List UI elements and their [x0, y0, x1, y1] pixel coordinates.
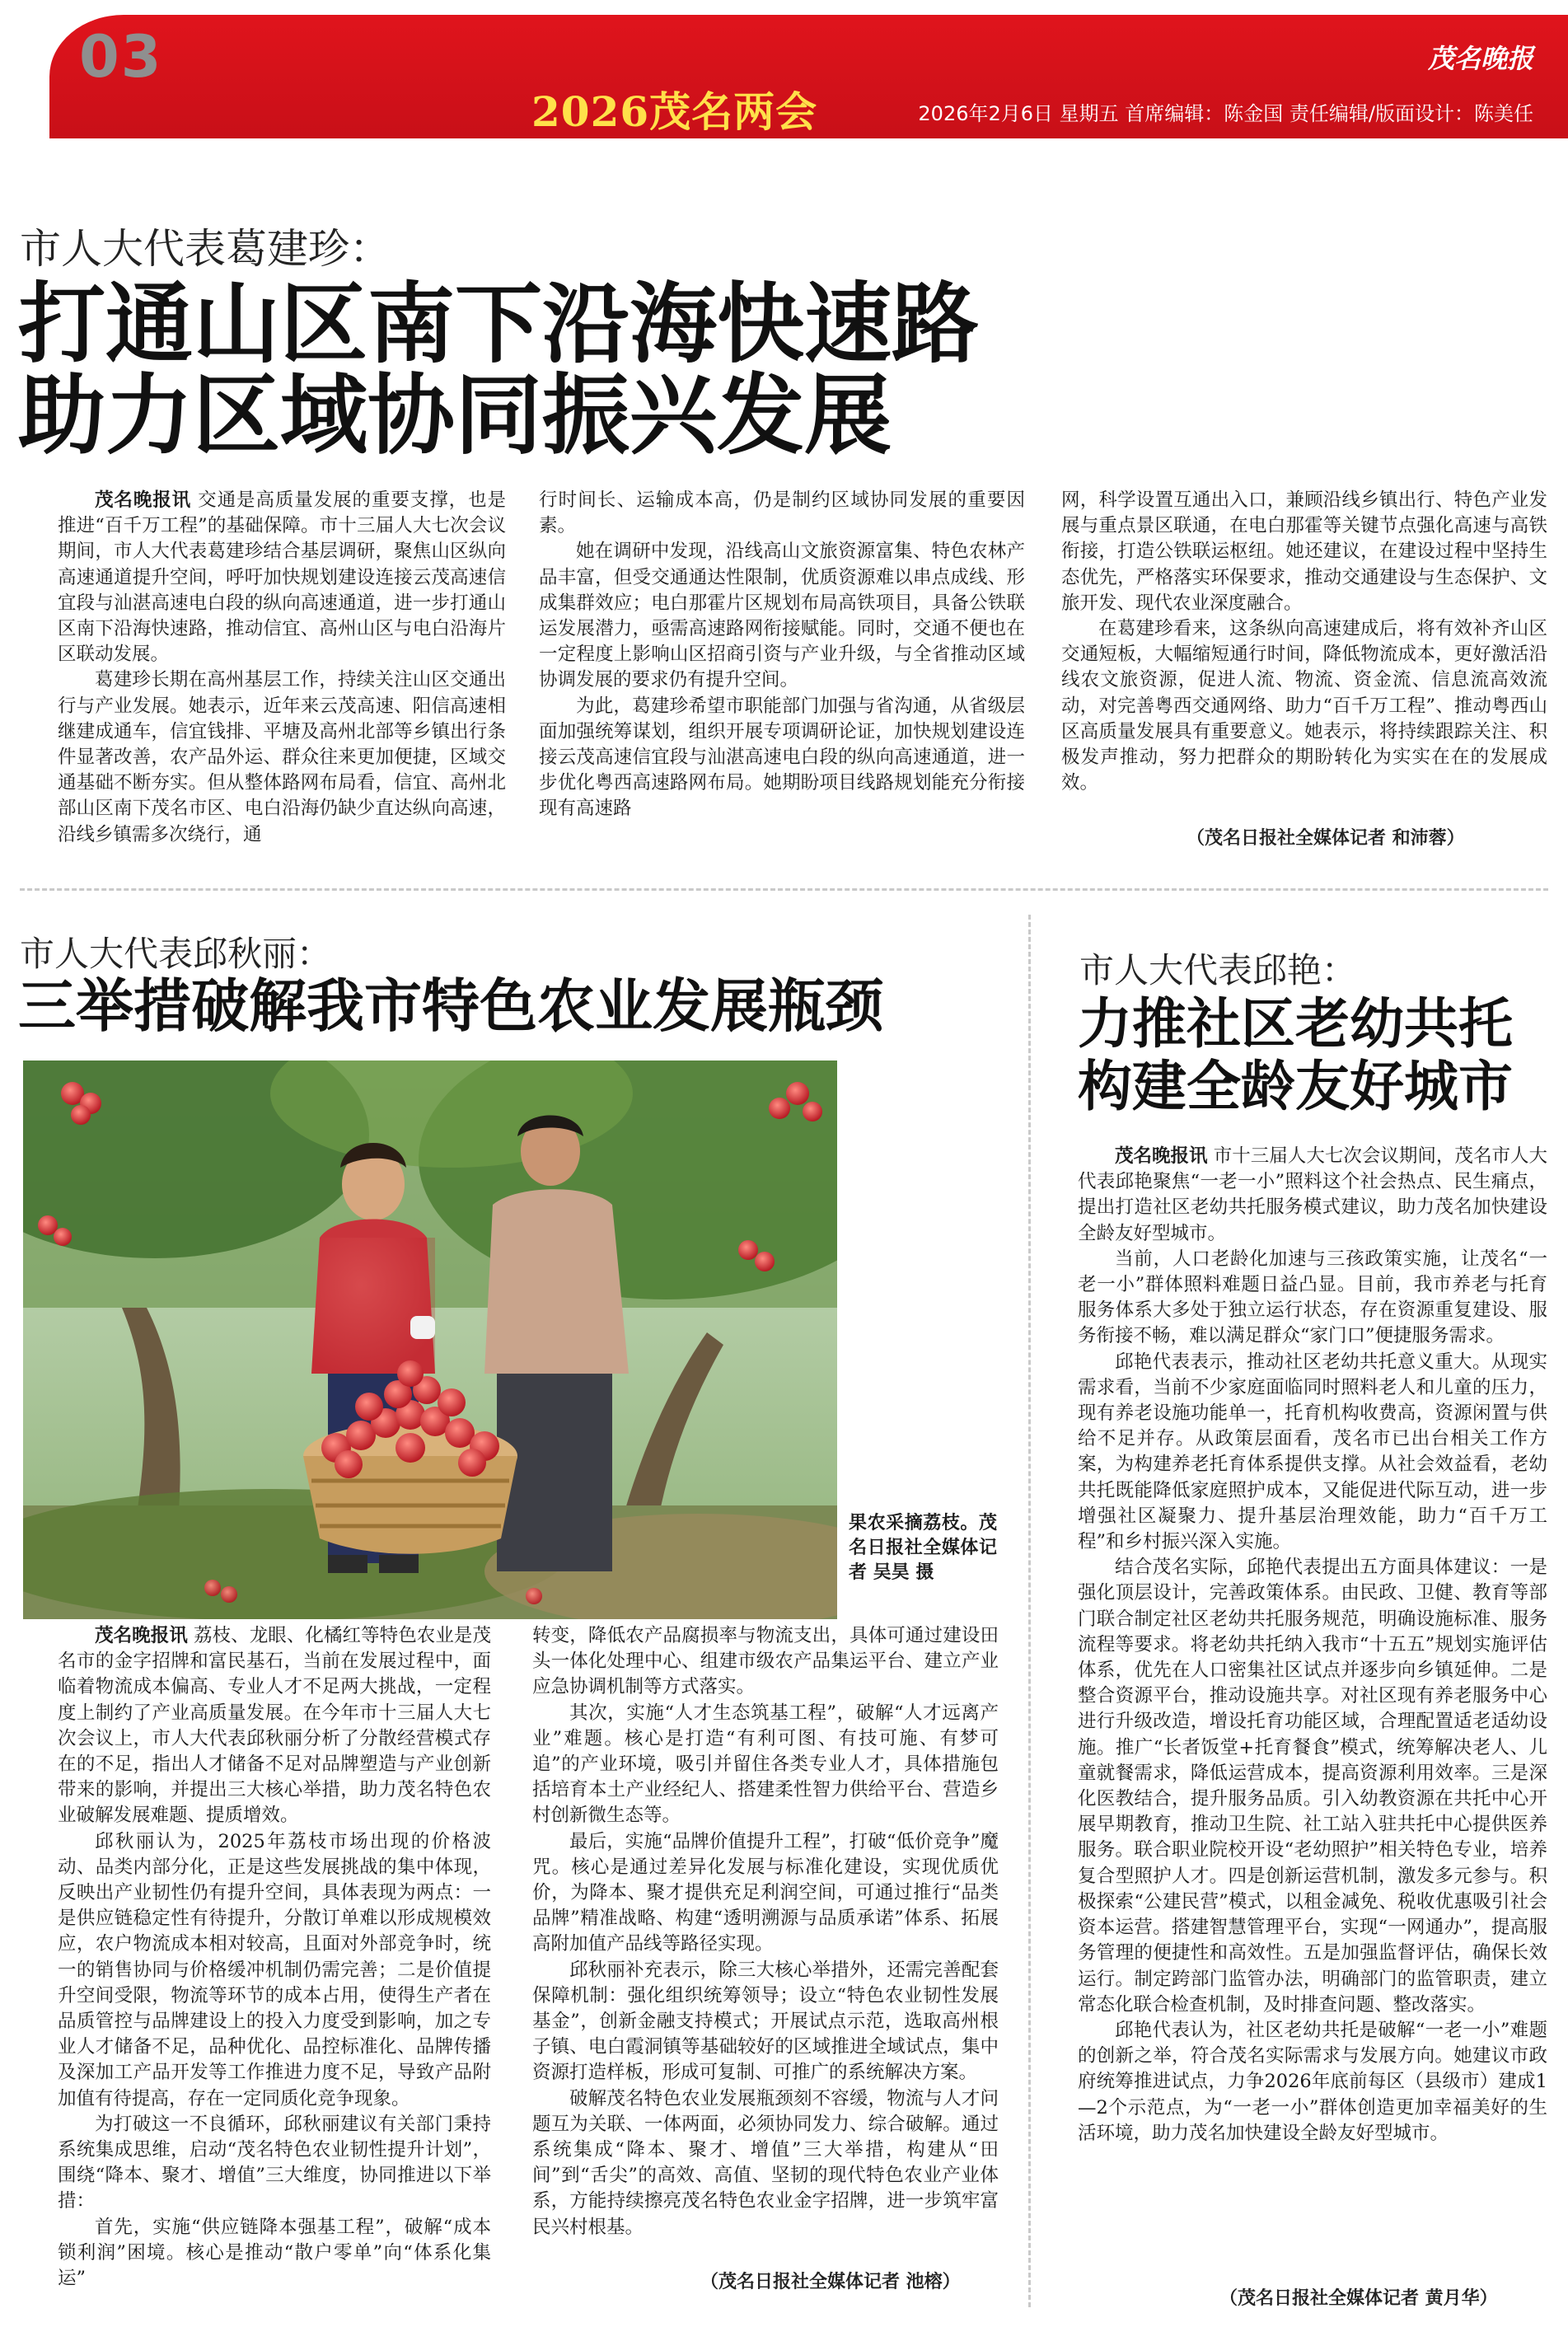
article3-kicker: 市人大代表邱艳： [1079, 950, 1357, 990]
article2-paragraph: 邱秋丽补充表示，除三大核心举措外，还需完善配套保障机制：强化组织统筹领导；设立“特色农业韧性发展基金”，创新金融支持模式；开展试点示范，选取高州根子镇、电白霞洞镇等基础较好的区域推进全域试点，集中资源打造样板，形成可复制、可推广的系统解决方案。 [532, 1959, 999, 2084]
article1-headline-line2: 助力区域协同振兴发展 [18, 365, 892, 467]
article2-paragraph: 最后，实施“品牌价值提升工程”，打破“低价竞争”魔咒。核心是通过差异化发展与标准化建设，实现优质优价，为降本、聚才提供充足利润空间，可通过推行“品类品牌”精准战略、构建“透明溯源与品质承诺”体系、拓展高附加值产品线等路径实现。 [532, 1830, 999, 1955]
newspaper-logo: 茂名晚报 [1427, 43, 1533, 74]
article1-paragraph: 在葛建珍看来，这条纵向高速建成后，将有效补齐山区交通短板，大幅缩短通行时间，降低物流成本，更好激活沿线农文旅资源，促进人流、物流、资金流、信息流高效流动，对完善粤西交通网络、助力“百千万工程”、推动粤西山区高质量发展具有重要意义。她表示，将持续跟踪关注、积极发声推动，努力把群众的期盼转化为实实在在的发展成效。 [1061, 618, 1547, 794]
article3-paragraph: 当前，人口老龄化加速与三孩政策实施，让茂名“一老一小”群体照料难题日益凸显。目前，我市养老与托育服务体系大多处于独立运行状态，存在资源重复建设、服务衔接不畅，难以满足群众“家门口”便捷服务需求。 [1078, 1248, 1547, 1347]
photo-caption: 果农采摘荔枝。茂名日报社全媒体记者 吴昊 摄 [849, 1513, 997, 1583]
dateline: 2026年2月6日 星期五 首席编辑：陈金国 责任编辑/版面设计：陈美任 [918, 102, 1533, 125]
article3-headline-line2: 构建全龄友好城市 [1078, 1054, 1513, 1118]
article1-byline: （茂名日报社全媒体记者 和沛蓉） [1187, 828, 1465, 849]
article1-column-3 [1061, 488, 1547, 850]
article3-paragraph: 邱艳代表表示，推动社区老幼共托意义重大。从现实需求看，当前不少家庭面临同时照料老人和儿童的压力，现有养老设施功能单一，托育机构收费高，资源闲置与供给不足并存。从政策层面看，茂名市已出台相关工作方案，为构建养老托育体系提供支撑。从社会效益看，老幼共托既能降低家庭照护成本，又能促进代际互动，进一步增强社区凝聚力、提升基层治理效能，助力“百千万工程”和乡村振兴深入实施。 [1078, 1351, 1547, 1553]
article2-paragraph: 邱秋丽认为，2025年荔枝市场出现的价格波动、品类内部分化，正是这些发展挑战的集中体现，反映出产业韧性仍有提升空间，具体表现为两点：一是供应链稳定性有待提升，分散订单难以形成规模效应，农户物流成本相对较高，且面对外部竞争时，统一的销售协同与价格缓冲机制仍需完善；二是价值提升空间受限，物流等环节的成本占用，使得生产者在品质管控与品牌建设上的投入力度受到影响，加之专业人才储备不足，品种优化、品控标准化、品牌传播及深加工产品开发等工作推进力度不足，导致产品附加值有待提高，存在一定同质化竞争现象。 [58, 1830, 491, 2109]
article2-paragraph: 破解茂名特色农业发展瓶颈刻不容缓，物流与人才问题互为关联、一体两面，必须协同发力、综合破解。通过系统集成“降本、聚才、增值”三大举措，构建从“田间”到“舌尖”的高效、高值、坚韧的现代特色农业产业体系，方能持续擦亮茂名特色农业金字招牌，进一步筑牢富民兴村根基。 [532, 2087, 999, 2238]
article3-headline-line1: 力推社区老幼共托 [1078, 992, 1513, 1056]
article3-byline: （茂名日报社全媒体记者 黄月华） [1219, 2288, 1498, 2309]
article1-column-1 [58, 488, 506, 850]
page-number: 03 [79, 23, 163, 91]
article2-paragraph: 转变，降低农产品腐损率与物流支出，具体可通过建设田头一体化处理中心、组建市级农产品集运平台、建立产业应急协调机制等方式落实。 [532, 1625, 999, 1698]
article1-paragraph: 她在调研中发现，沿线高山文旅资源富集、特色农林产品丰富，但受交通通达性限制，优质资源难以串点成线、形成集群效应；电白那霍片区规划布局高铁项目，具备公铁联运发展潜力，亟需高速路网衔接赋能。同时，交通不便也在一定程度上影响山区招商引资与产业升级，与全省推动区域协调发展的要求仍有提升空间。 [539, 541, 1025, 691]
section-divider [20, 888, 1548, 891]
article2-kicker: 市人大代表邱秋丽： [20, 934, 332, 974]
article1-paragraph: 葛建珍长期在高州基层工作，持续关注山区交通出行与产业发展。她表示，近年来云茂高速、阳信高速相继建成通车，信宜钱排、平塘及高州北部等乡镇出行条件显著改善，农产品外运、群众往来更加便捷，区域交通基础不断夯实。但从整体路网布局看，信宜、高州北部山区南下茂名市区、电白沿海仍缺少直达纵向高速，沿线乡镇需多次绕行，通 [58, 669, 506, 845]
article1-paragraph: 为此，葛建珍希望市职能部门加强与省沟通，从省级层面加强统筹谋划，组织开展专项调研论证，加快规划建设连接云茂高速信宜段与汕湛高速电白段的纵向高速通道，进一步优化粤西高速路网布局。她期盼项目线路规划能充分衔接现有高速路 [539, 695, 1025, 820]
section-title: 2026茂名两会 [531, 87, 818, 136]
article1-paragraph: 交通是高质量发展的重要支撑，也是推进“百千万工程”的基础保障。市十三届人大七次会议期间，市人大代表葛建珍结合基层调研，聚焦山区纵向高速通道提升空间，呼吁加快规划建设连接云茂高速信宜段与汕湛高速电白段的纵向高速通道，进一步打通山区南下沿海快速路，推动信宜、高州山区与电白沿海片区联动发展。 [58, 489, 506, 666]
article2-column-2 [532, 1623, 999, 2258]
page-header [0, 0, 1568, 140]
article2-paragraph: 首先，实施“供应链降本强基工程”，破解“成本锁利润”困境。核心是推动“散户零单”向“体系化集运” [58, 2216, 491, 2290]
article1-lead-label: 茂名晚报讯 [95, 489, 192, 511]
article1-headline [18, 274, 979, 467]
lychee-harvest-photo [23, 1060, 837, 1619]
article2-paragraph: 为打破这一不良循环，邱秋丽建议有关部门秉持系统集成思维，启动“茂名特色农业韧性提升计划”，围绕“降本、聚才、增值”三大维度，协同推进以下举措： [58, 2113, 491, 2212]
lychee-harvest-illustration [23, 1060, 837, 1619]
column-divider [1028, 915, 1031, 2307]
article1-headline-line1: 打通山区南下沿海快速路 [18, 274, 979, 375]
article3-headline [1078, 993, 1513, 1118]
article3-paragraph: 市十三届人大七次会议期间，茂名市人大代表邱艳聚焦“一老一小”照料这个社会热点、民生痛点，提出打造社区老幼共托服务模式建议，助力茂名加快建设全龄友好型城市。 [1078, 1145, 1547, 1244]
article2-column-1 [58, 1623, 491, 2299]
article2-lead-label: 茂名晚报讯 [95, 1625, 188, 1646]
article1-paragraph: 行时间长、运输成本高，仍是制约区域协同发展的重要因素。 [539, 489, 1025, 537]
article2-byline: （茂名日报社全媒体记者 池榕） [700, 2272, 961, 2292]
article1-paragraph: 网，科学设置互通出入口，兼顾沿线乡镇出行、特色产业发展与重点景区联通，在电白那霍等关键节点强化高速与高铁衔接，打造公铁联运枢纽。她还建议，在建设过程中坚持生态优先，严格落实环保要求，推动交通建设与生态保护、文旅开发、现代农业深度融合。 [1061, 489, 1547, 614]
article3-column-1 [1078, 1144, 1547, 2273]
article2-headline: 三举措破解我市特色农业发展瓶颈 [18, 972, 883, 1040]
article3-paragraph: 邱艳代表认为，社区老幼共托是破解“一老一小”难题的创新之举，符合茂名实际需求与发展方向。她建议市政府统筹推进试点，力争2026年底前每区（县级市）建成1—2个示范点，为“一老一小”群体创造更加幸福美好的生活环境，助力茂名加快建设全龄友好型城市。 [1078, 2019, 1547, 2144]
article1-kicker: 市人大代表葛建珍： [20, 225, 391, 273]
article2-paragraph: 荔枝、龙眼、化橘红等特色农业是茂名市的金字招牌和富民基石，当前在发展过程中，面临着物流成本偏高、专业人才不足两大挑战，一定程度上制约了产业高质量发展。在今年市十三届人大七次会议上，市人大代表邱秋丽分析了分散经营模式存在的不足，指出人才储备不足对品牌塑造与产业创新带来的影响，并提出三大核心举措，助力茂名特色农业破解发展难题、提质增效。 [58, 1625, 491, 1827]
article3-paragraph: 结合茂名实际，邱艳代表提出五方面具体建议：一是强化顶层设计，完善政策体系。由民政、卫健、教育等部门联合制定社区老幼共托服务规范，明确设施标准、服务流程等要求。将老幼共托纳入我市“十五五”规划实施评估体系，优先在人口密集社区试点并逐步向乡镇延伸。二是整合资源平台，推动设施共享。对社区现有养老服务中心进行升级改造，增设托育功能区域，合理配置适老适幼设施。推广“长者饭堂+托育餐食”模式，统筹解决老人、儿童就餐需求，降低运营成本，提高资源利用效率。三是深化医教结合，提升服务品质。引入幼教资源在共托中心开展早期教育，推动卫生院、社工站入驻共托中心提供医养服务。联合职业院校开设“老幼照护”相关特色专业，培养复合型照护人才。四是创新运营机制，激发多元参与。积极探索“公建民营”模式，以租金减免、税收优惠吸引社会资本运营。搭建智慧管理平台，实现“一网通办”，提高服务管理的便捷性和高效性。五是加强监督评估，确保长效运行。制定跨部门监管办法，明确部门的监管职责，建立常态化联合检查机制，及时排查问题、整改落实。 [1078, 1557, 1547, 2016]
article3-lead-label: 茂名晚报讯 [1115, 1145, 1208, 1167]
article1-column-2 [539, 488, 1025, 850]
article2-paragraph: 其次，实施“人才生态筑基工程”，破解“人才远离产业”难题。核心是打造“有利可图、有技可施、有梦可追”的产业环境，吸引并留住各类专业人才，具体措施包括培育本土产业经纪人、搭建柔性智力供给平台、营造乡村创新微生态等。 [532, 1702, 999, 1827]
